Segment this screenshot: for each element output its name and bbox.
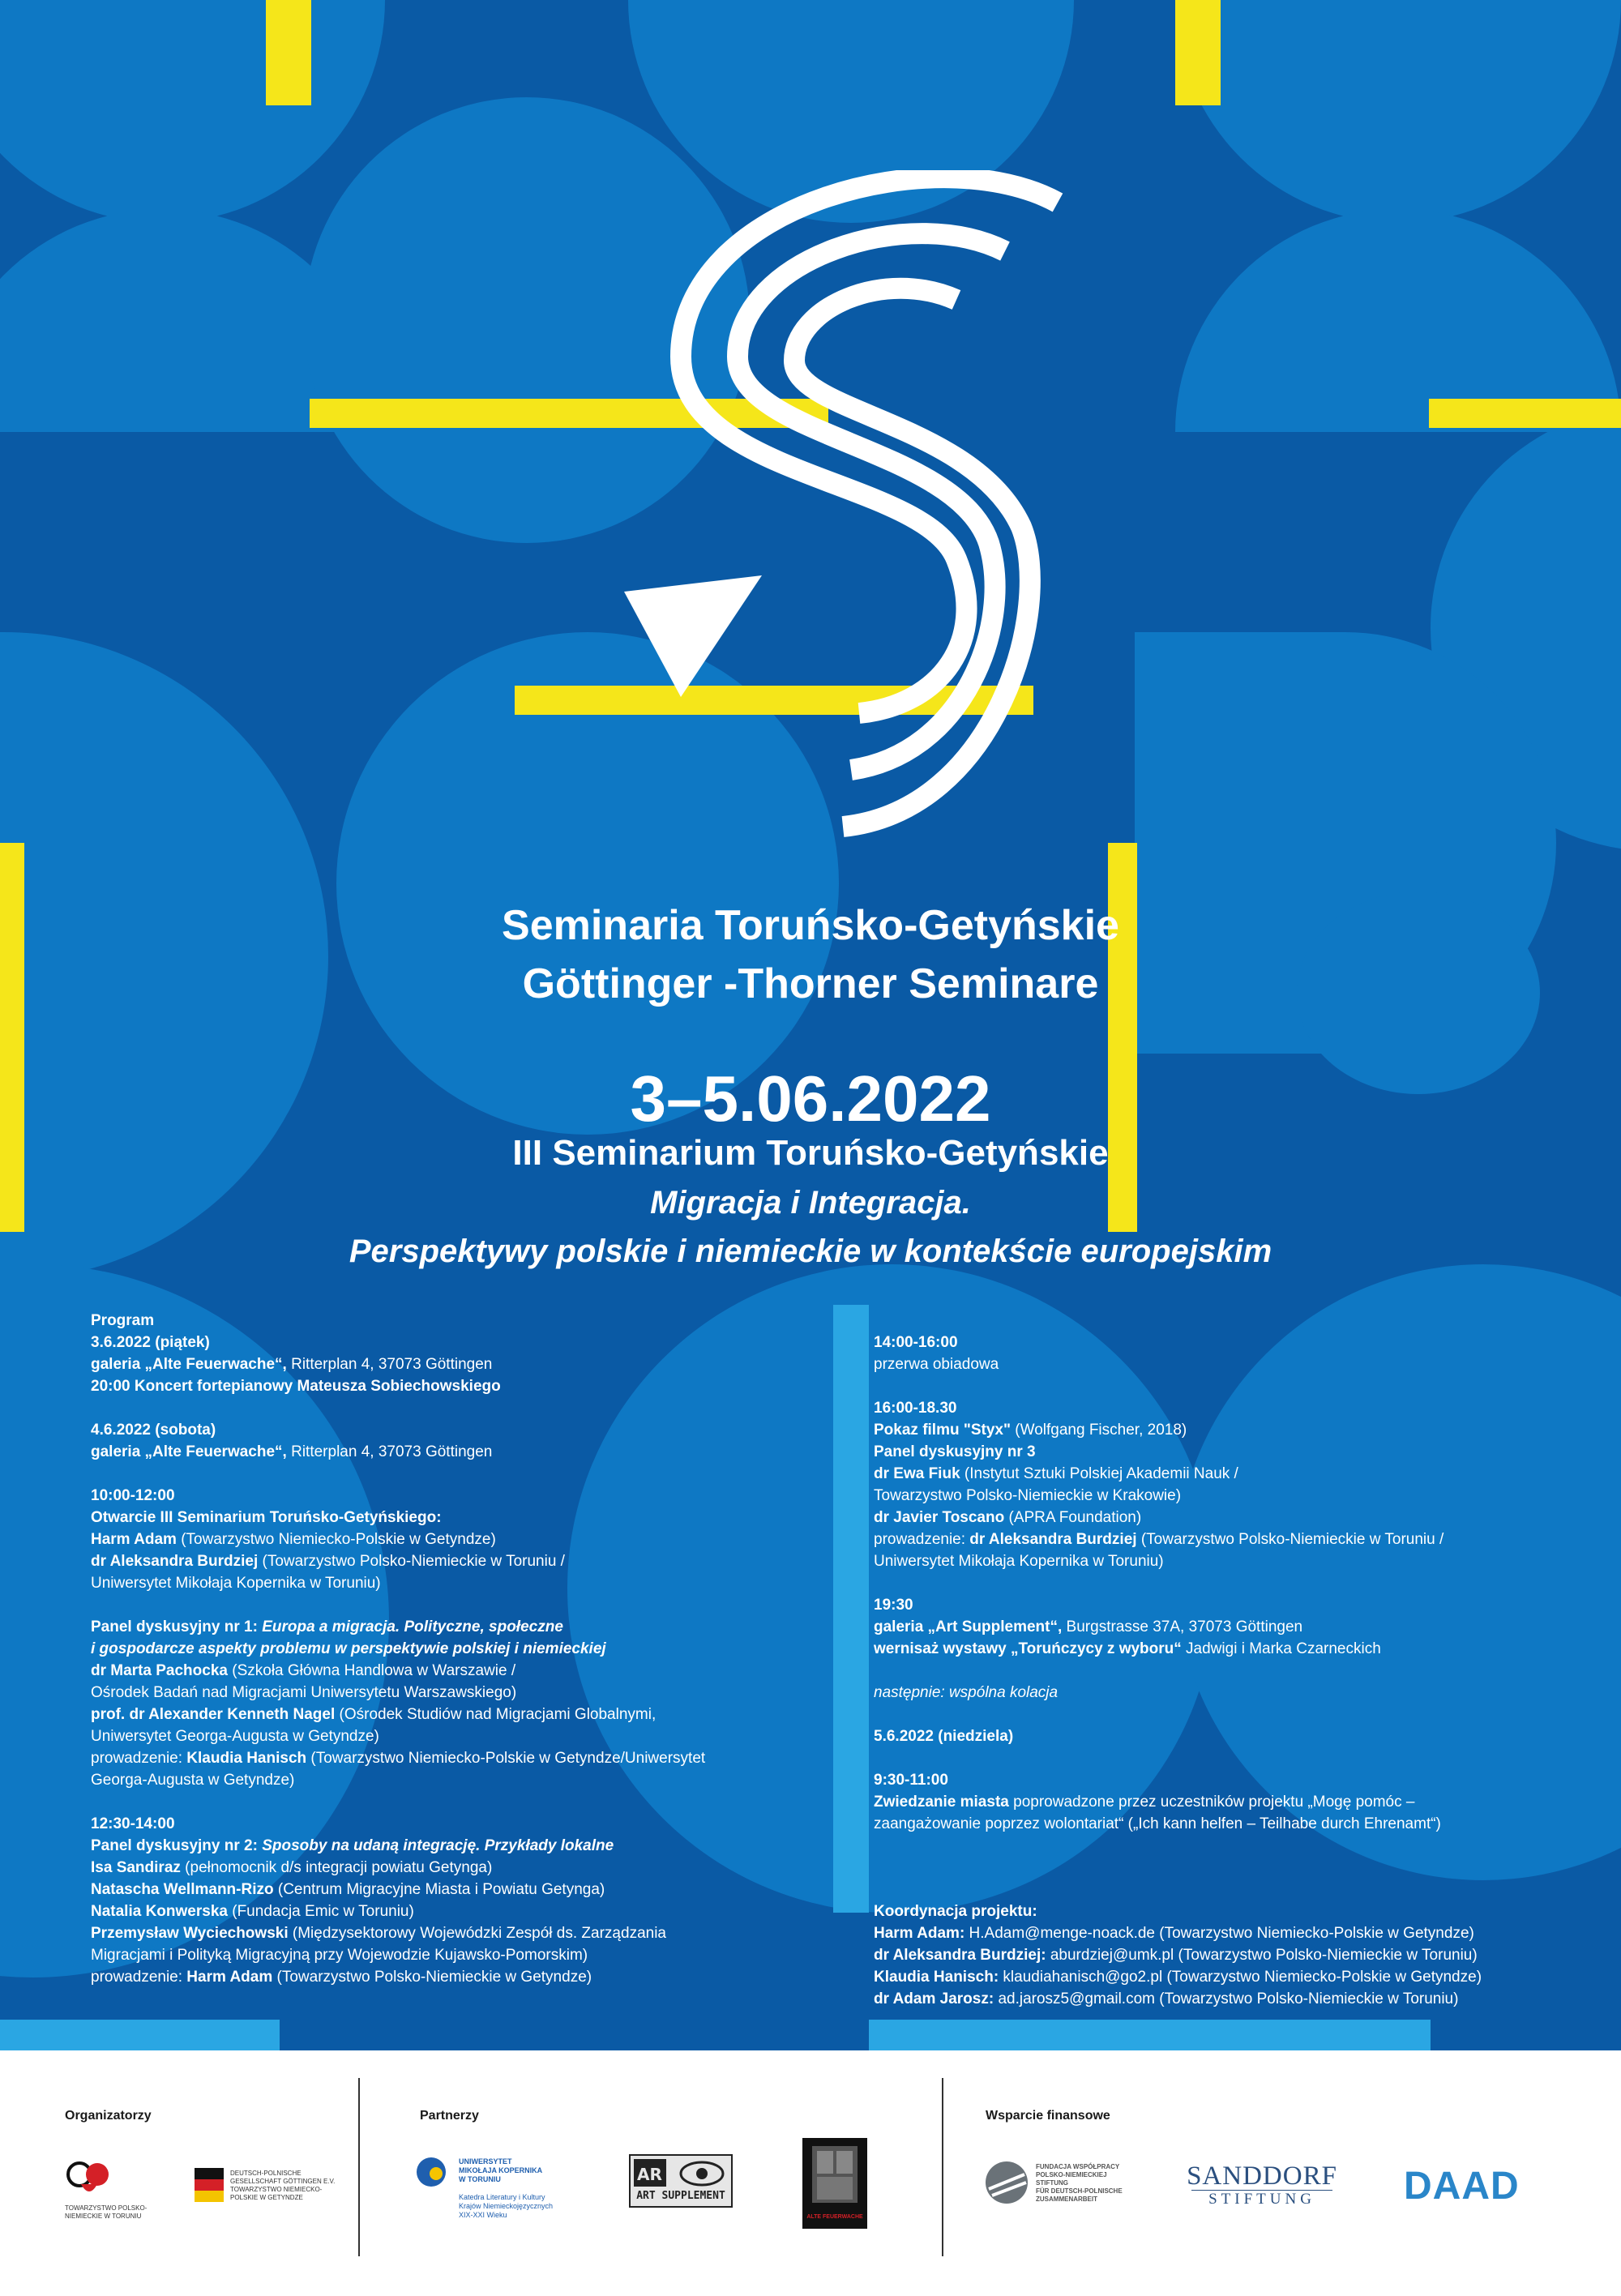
bg-semicircle — [1175, 0, 1621, 223]
speaker-affiliation: (Centrum Migracyjne Miasta i Powiatu Getynga) — [273, 1881, 605, 1898]
daad-logo[interactable]: DAAD — [1404, 2165, 1520, 2208]
exhibition-label: wernisaż wystawy „Toruńczycy z wyboru“ — [874, 1640, 1182, 1657]
title-german: Göttinger -Thorner Seminare — [522, 960, 1099, 1007]
city-tour-text: poprowadzone przez uczestników projektu „Mogę pomóc – — [1008, 1794, 1415, 1811]
session5-time: 19:30 — [874, 1597, 913, 1614]
panel2-title: Sposoby na udaną integrację. Przykłady lokalne — [262, 1837, 614, 1854]
umk-logo[interactable] — [415, 2156, 577, 2245]
speaker-name: dr Aleksandra Burdziej — [91, 1553, 259, 1570]
divider — [942, 2078, 943, 2256]
speaker-affiliation: Uniwersytet Georga-Augusta w Getyndze) — [91, 1728, 379, 1745]
speaker-affiliation: (Ośrodek Studiów nad Migracjami Globalnymi, — [335, 1706, 657, 1723]
city-tour-text-cont: zaangażowanie poprzez wolontariat“ („Ich kann helfen – Teilhabe durch Ehrenamt“) — [874, 1815, 1441, 1832]
moderator-affiliation: Georga-Augusta w Getyndze) — [91, 1772, 295, 1789]
coordinator-contact: aburdziej@umk.pl (Towarzystwo Polsko-Niemieckie w Toruniu) — [1046, 1947, 1478, 1964]
svg-text:AR: AR — [637, 2165, 662, 2184]
fwpn-text-2: POLSKO-NIEMIECKIEJ — [1036, 2171, 1107, 2178]
feuerwache-building-icon — [802, 2138, 867, 2211]
day1-concert: 20:00 Koncert fortepianowy Mateusza Sobiechowskiego — [91, 1378, 501, 1395]
speaker-affiliation: Migracjami i Polityką Migracyjną przy Wojewodzie Kujawsko-Pomorskim) — [91, 1947, 588, 1964]
day2-date: 4.6.2022 (sobota) — [91, 1422, 216, 1439]
day1-venue: galeria „Alte Feuerwache“, — [91, 1356, 287, 1373]
partners-label: Partnerzy — [420, 2109, 479, 2123]
dpg-goettingen-logo[interactable] — [195, 2168, 340, 2225]
speaker-affiliation: Towarzystwo Polsko-Niemieckie w Krakowie) — [874, 1487, 1182, 1504]
dpg-text-4: POLSKIE W GETYNDZE — [230, 2194, 303, 2201]
speaker-name: Natascha Wellmann-Rizo — [91, 1881, 274, 1898]
yellow-bar — [1175, 0, 1221, 105]
bg-semicircle — [0, 0, 385, 223]
speaker-affiliation: Ośrodek Badań nad Migracjami Uniwersytetu Warszawskiego) — [91, 1684, 517, 1701]
umk-text-2: MIKOŁAJA KOPERNIKA — [459, 2166, 543, 2174]
panel1-title: Europa a migracja. Polityczne, społeczne — [262, 1618, 563, 1635]
moderator-name: Harm Adam — [186, 1969, 273, 1986]
moderator-name: dr Aleksandra Burdziej — [969, 1531, 1137, 1548]
sponsors-footer — [0, 2050, 1621, 2296]
umk-emblem-icon — [415, 2156, 447, 2188]
divider — [358, 2078, 360, 2256]
speaker-name: dr Marta Pachocka — [91, 1662, 228, 1679]
session4-time: 16:00-18.30 — [874, 1400, 957, 1417]
moderator-label: prowadzenie: — [874, 1531, 970, 1548]
dpg-text-1: DEUTSCH-POLNISCHE — [230, 2170, 302, 2177]
break-time: 14:00-16:00 — [874, 1334, 958, 1351]
coordinator-contact: ad.jarosz5@gmail.com (Towarzystwo Polsko-Niemieckie w Toruniu) — [994, 1990, 1459, 2007]
yellow-bar — [266, 0, 311, 105]
fwpn-text-4: FÜR DEUTSCH-POLNISCHE — [1036, 2187, 1123, 2195]
fwpn-emblem-icon — [984, 2160, 1029, 2205]
panel3-label: Panel dyskusyjny nr 3 — [874, 1443, 1036, 1460]
speaker-name: Przemysław Wyciechowski — [91, 1925, 289, 1942]
fwpn-logo[interactable] — [984, 2160, 1162, 2208]
umk-text-5: Krajów Niemieckojęzycznych — [459, 2202, 554, 2210]
sanddorf-text: SANDDORF — [1187, 2161, 1337, 2191]
stiftung-text: STIFTUNG — [1191, 2190, 1332, 2208]
day2-venue: galeria „Alte Feuerwache“, — [91, 1443, 287, 1460]
dpg-text-3: TOWARZYSTWO NIEMIECKO- — [230, 2186, 323, 2193]
moderator-affiliation: (Towarzystwo Polsko-Niemieckie w Getyndze) — [272, 1969, 592, 1986]
alte-feuerwache-logo[interactable] — [802, 2138, 867, 2229]
fwpn-text-5: ZUSAMMENARBEIT — [1036, 2196, 1097, 2203]
speaker-name: Isa Sandiraz — [91, 1859, 181, 1876]
panel2-label: Panel dyskusyjny nr 2: — [91, 1837, 263, 1854]
day1-date: 3.6.2022 (piątek) — [91, 1334, 210, 1351]
organizers-label: Organizatorzy — [65, 2109, 152, 2123]
event-name: III Seminarium Toruńsko-Getyńskie — [512, 1133, 1109, 1173]
speaker-affiliation: (Fundacja Emic w Toruniu) — [227, 1903, 414, 1920]
moderator-name: Klaudia Hanisch — [186, 1750, 307, 1767]
coordinator-name: dr Adam Jarosz: — [874, 1990, 994, 2007]
panel1-title-cont: i gospodarcze aspekty problemu w perspektywie polskiej i niemieckiej — [91, 1640, 606, 1657]
coordinator-contact: H.Adam@menge-noack.de (Towarzystwo Niemiecko-Polskie w Getyndze) — [964, 1925, 1474, 1942]
speaker-affiliation: (Towarzystwo Polsko-Niemieckie w Toruniu / — [258, 1553, 565, 1570]
arrow-head — [624, 575, 762, 697]
art-supplement-logo[interactable] — [629, 2154, 733, 2208]
speaker-name: dr Javier Toscano — [874, 1509, 1005, 1526]
session1-time: 10:00-12:00 — [91, 1487, 175, 1504]
gallery-address: Burgstrasse 37A, 37073 Göttingen — [1062, 1618, 1303, 1635]
light-blue-bar — [833, 1305, 869, 1913]
program-label: Program — [91, 1312, 155, 1329]
speaker-name: prof. dr Alexander Kenneth Nagel — [91, 1706, 336, 1723]
light-blue-bar — [869, 2020, 1431, 2050]
speaker-affiliation: Uniwersytet Mikołaja Kopernika w Toruniu) — [91, 1575, 381, 1592]
day3-date: 5.6.2022 (niedziela) — [874, 1728, 1014, 1745]
topic-line-2: Perspektywy polskie i niemieckie w kontekście europejskim — [349, 1234, 1272, 1269]
session3-time: 12:30-14:00 — [91, 1815, 175, 1832]
moderator-affiliation: (Towarzystwo Polsko-Niemieckie w Toruniu / — [1136, 1531, 1444, 1548]
hearts-logo-icon — [65, 2160, 113, 2200]
gallery-venue: galeria „Art Supplement“, — [874, 1618, 1063, 1635]
light-blue-bar — [0, 2020, 280, 2050]
feuerwache-text: ALTE FEUERWACHE — [806, 2214, 863, 2220]
flags-logo-icon — [195, 2168, 224, 2204]
funding-label: Wsparcie finansowe — [986, 2109, 1110, 2123]
session6-time: 9:30-11:00 — [874, 1772, 948, 1789]
tpn-torun-text: TOWARZYSTWO POLSKO-NIEMIECKIE W TORUNIU — [65, 2204, 148, 2220]
yellow-bar — [1429, 399, 1621, 428]
umk-text-3: W TORUNIU — [459, 2175, 501, 2183]
coordinator-contact: klaudiahanisch@go2.pl (Towarzystwo Niemiecko-Polskie w Getyndze) — [999, 1969, 1482, 1986]
fwpn-text-1: FUNDACJA WSPÓŁPRACY — [1036, 2163, 1120, 2170]
moderator-label: prowadzenie: — [91, 1750, 187, 1767]
title-polish: Seminaria Toruńsko-Getyńskie — [502, 902, 1119, 949]
speaker-affiliation: (APRA Foundation) — [1004, 1509, 1142, 1526]
speaker-name: Natalia Konwerska — [91, 1903, 228, 1920]
exhibition-authors: Jadwigi i Marka Czarneckich — [1181, 1640, 1381, 1657]
coordinator-name: Harm Adam: — [874, 1925, 965, 1942]
moderator-affiliation: (Towarzystwo Niemiecko-Polskie w Getyndze/Uniwersytet — [306, 1750, 706, 1767]
program-left-column — [91, 1310, 804, 1988]
seminar-s-logo — [616, 170, 1110, 843]
coordinator-name: Klaudia Hanisch: — [874, 1969, 999, 1986]
umk-text-1: UNIWERSYTET — [459, 2157, 512, 2166]
speaker-name: dr Ewa Fiuk — [874, 1465, 960, 1482]
coordination-label: Koordynacja projektu: — [874, 1903, 1037, 1920]
speaker-affiliation: (Szkoła Główna Handlowa w Warszawie / — [227, 1662, 516, 1679]
dinner-note: następnie: wspólna kolacja — [874, 1684, 1059, 1701]
event-dates: 3–5.06.2022 — [630, 1062, 991, 1135]
session1-title: Otwarcie III Seminarium Toruńsko-Getyńskiego: — [91, 1509, 442, 1526]
day1-address: Ritterplan 4, 37073 Göttingen — [286, 1356, 493, 1373]
moderator-label: prowadzenie: — [91, 1969, 187, 1986]
umk-text-4: Katedra Literatury i Kultury — [459, 2193, 545, 2201]
speaker-name: Harm Adam — [91, 1531, 177, 1548]
film-info: (Wolfgang Fischer, 2018) — [1011, 1422, 1187, 1439]
speaker-affiliation: (Instytut Sztuki Polskiej Akademii Nauk / — [960, 1465, 1238, 1482]
city-tour-label: Zwiedzanie miasta — [874, 1794, 1009, 1811]
dpg-text-2: GESELLSCHAFT GÖTTINGEN E.V. — [230, 2178, 336, 2185]
speaker-affiliation: (Towarzystwo Niemiecko-Polskie w Getyndze) — [176, 1531, 496, 1548]
fwpn-text-3: STIFTUNG — [1036, 2179, 1068, 2187]
speaker-affiliation: (Międzysektorowy Wojewódzki Zespół ds. Zarządzania — [288, 1925, 666, 1942]
umk-text-6: XIX-XXI Wieku — [459, 2211, 507, 2219]
sanddorf-stiftung-logo[interactable] — [1177, 2162, 1347, 2211]
tpn-torun-logo[interactable] — [65, 2160, 162, 2233]
speaker-affiliation: (pełnomocnik d/s integracji powiatu Getynga) — [180, 1859, 493, 1876]
break-text: przerwa obiadowa — [874, 1356, 999, 1373]
coordinator-name: dr Aleksandra Burdziej: — [874, 1947, 1046, 1964]
bg-circle — [0, 632, 328, 1281]
film-label: Pokaz filmu "Styx" — [874, 1422, 1012, 1439]
moderator-affiliation: Uniwersytet Mikołaja Kopernika w Toruniu) — [874, 1553, 1164, 1570]
art-supplement-text: ART SUPPLEMENT — [636, 2190, 725, 2202]
program-right-column — [874, 1332, 1603, 2010]
panel1-label: Panel dyskusyjny nr 1: — [91, 1618, 263, 1635]
topic-line-1: Migracja i Integracja. — [650, 1185, 971, 1221]
day2-address: Ritterplan 4, 37073 Göttingen — [286, 1443, 493, 1460]
